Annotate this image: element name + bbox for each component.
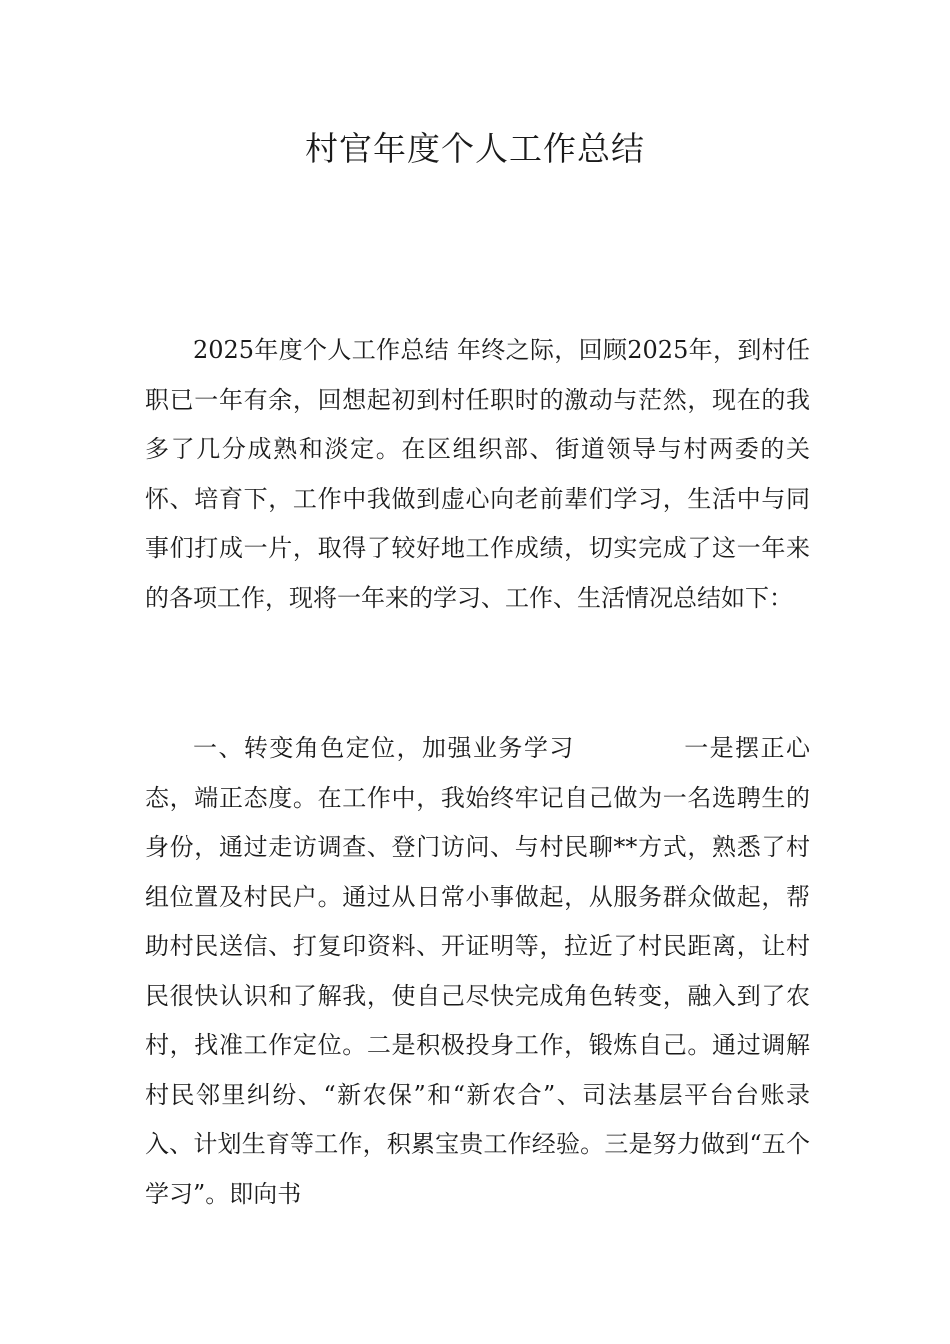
- section-1-text: 一是摆正心态，端正态度。在工作中，我始终牢记自己做为一名选聘生的身份，通过走访调查、登门访问、与村民聊**方式，熟悉了村组位置及村民户。通过从日常小事做起，从服务群众做起，帮助村民送信、打复印资料、开证明等，拉近了村民距离，让村民很快认识和了解我，使自己尽快完成角色转变，融入到了农村，找准工作定位。二是积极投身工作，锻炼自己。通过调解村民邻里纠纷、“新农保”和“新农合”、司法基层平台台账录入、计划生育等工作，积累宝贵工作经验。三是努力做到“五个学习”。即向书: [145, 734, 810, 1208]
- document-title: 村官年度个人工作总结: [305, 129, 645, 168]
- body-section-intro: [145, 326, 810, 623]
- body-section-1: [145, 724, 810, 1219]
- section-1-heading: 一、转变角色定位，加强业务学习: [193, 734, 575, 762]
- paragraph-section-1: [145, 724, 810, 1219]
- paragraph-intro: 2025年度个人工作总结 年终之际，回顾2025年，到村任职已一年有余，回想起初到村任职时的激动与茫然，现在的我多了几分成熟和淡定。在区组织部、街道领导与村两委的关怀、培育下，工作中我做到虚心向老前辈们学习，生活中与同事们打成一片，取得了较好地工作成绩，切实完成了这一年来的各项工作，现将一年来的学习、工作、生活情况总结如下：: [145, 336, 810, 612]
